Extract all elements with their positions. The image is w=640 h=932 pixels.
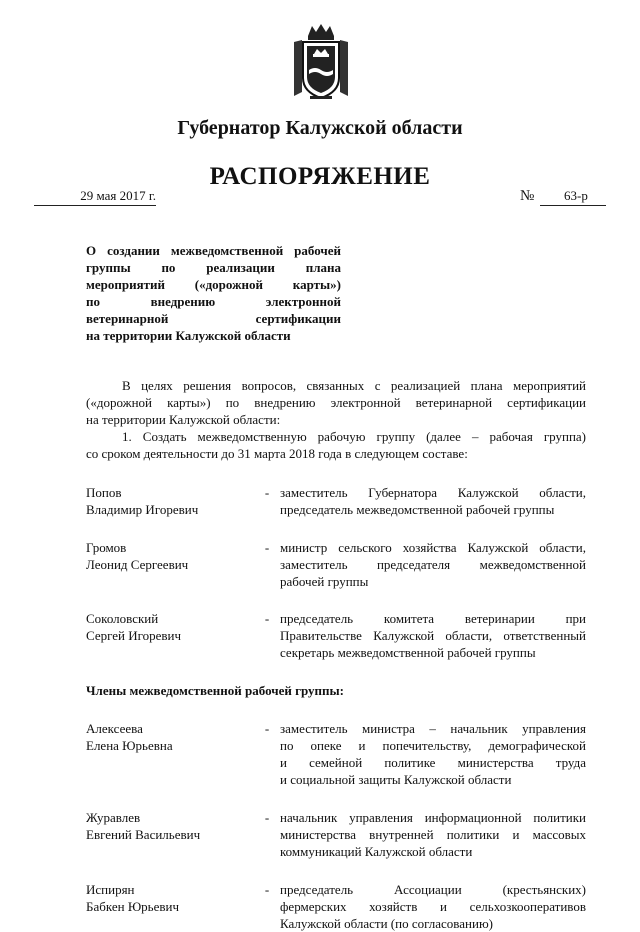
person-name	[86, 484, 254, 518]
intro-line: В целях решения вопросов, связанных с реализацией плана мероприятий	[122, 378, 586, 393]
person-name	[86, 881, 254, 932]
dash-separator: -	[264, 882, 270, 897]
role-line: по опеке и попечительству, демографической	[280, 738, 586, 753]
person-name	[86, 539, 254, 590]
role-line: Правительстве Калужской области, ответственный	[280, 628, 586, 643]
person-name	[86, 610, 254, 661]
composition-row	[86, 809, 586, 860]
role-line: заместитель председателя межведомственной	[280, 557, 586, 572]
given-names: Елена Юрьевна	[86, 738, 173, 753]
composition-row	[86, 720, 586, 788]
dash-separator: -	[264, 611, 270, 626]
person-role	[280, 539, 586, 590]
role-line: рабочей группы	[280, 574, 369, 589]
number-sign: №	[520, 188, 535, 204]
coat-of-arms-icon	[288, 22, 354, 102]
role-line: секретарь межведомственной рабочей группы	[280, 645, 536, 660]
document-subject	[86, 242, 341, 344]
surname: Громов	[86, 540, 127, 555]
subject-line: О создании межведомственной рабочей	[86, 243, 341, 258]
given-names: Бабкен Юрьевич	[86, 899, 180, 914]
person-name	[86, 720, 254, 788]
role-line: коммуникаций Калужской области	[280, 844, 473, 859]
role-line: и семейной политике министерства труда	[280, 755, 586, 770]
subject-line: по внедрению электронной	[86, 294, 341, 309]
role-line: министр сельского хозяйства Калужской области,	[280, 540, 586, 555]
surname: Соколовский	[86, 611, 159, 626]
document-body	[86, 377, 586, 932]
composition-row	[86, 610, 586, 661]
role-line: министерства внутренней политики и массовых	[280, 827, 586, 842]
person-role	[280, 484, 586, 518]
dash-separator: -	[264, 721, 270, 736]
item-1-paragraph	[86, 428, 586, 462]
role-line: начальник управления информационной политики	[280, 810, 586, 825]
intro-paragraph	[86, 377, 586, 428]
dash-separator: -	[264, 485, 270, 500]
composition-row	[86, 484, 586, 518]
given-names: Владимир Игоревич	[86, 502, 199, 517]
subject-line: ветеринарной сертификации	[86, 311, 341, 326]
item-1-line: 1. Создать межведомственную рабочую группу (далее – рабочая группа)	[122, 429, 586, 444]
composition-row	[86, 539, 586, 590]
document-type-title: РАСПОРЯЖЕНИЕ	[209, 163, 431, 190]
given-names: Леонид Сергеевич	[86, 557, 189, 572]
intro-line: («дорожной карты») по внедрению электронной ветеринарной сертификации	[86, 395, 586, 410]
surname: Испирян	[86, 882, 135, 897]
role-line: председатель комитета ветеринарии при	[280, 611, 586, 626]
subject-line: на территории Калужской области	[86, 328, 291, 343]
subject-line: мероприятий («дорожной карты»)	[86, 277, 341, 292]
person-name	[86, 809, 254, 860]
person-role	[280, 809, 586, 860]
subject-line: группы по реализации плана	[86, 260, 341, 275]
document-date: 29 мая 2017 г.	[34, 188, 156, 206]
role-line: и социальной защиты Калужской области	[280, 772, 512, 787]
surname: Попов	[86, 485, 122, 500]
role-line: председатель Ассоциации (крестьянских)	[280, 882, 586, 897]
dash-separator: -	[264, 540, 270, 555]
members-heading: Члены межведомственной рабочей группы:	[86, 683, 345, 698]
person-role	[280, 720, 586, 788]
role-line: заместитель Губернатора Калужской области,	[280, 485, 586, 500]
person-role	[280, 610, 586, 661]
person-role	[280, 881, 586, 932]
role-line: заместитель министра – начальник управления	[280, 721, 586, 736]
composition-row	[86, 881, 586, 932]
role-line: фермерских хозяйств и сельхозкооперативов	[280, 899, 586, 914]
given-names: Сергей Игоревич	[86, 628, 182, 643]
dash-separator: -	[264, 810, 270, 825]
item-1-line: со сроком деятельности до 31 марта 2018 года в следующем составе:	[86, 446, 468, 461]
intro-line: на территории Калужской области:	[86, 412, 281, 427]
role-line: председатель межведомственной рабочей группы	[280, 502, 555, 517]
surname: Журавлев	[86, 810, 141, 825]
surname: Алексеева	[86, 721, 143, 736]
role-line: Калужской области (по согласованию)	[280, 916, 493, 931]
document-number-value: 63-р	[564, 188, 588, 203]
issuer-title: Губернатор Калужской области	[177, 117, 463, 139]
document-number	[540, 188, 606, 206]
given-names: Евгений Васильевич	[86, 827, 201, 842]
